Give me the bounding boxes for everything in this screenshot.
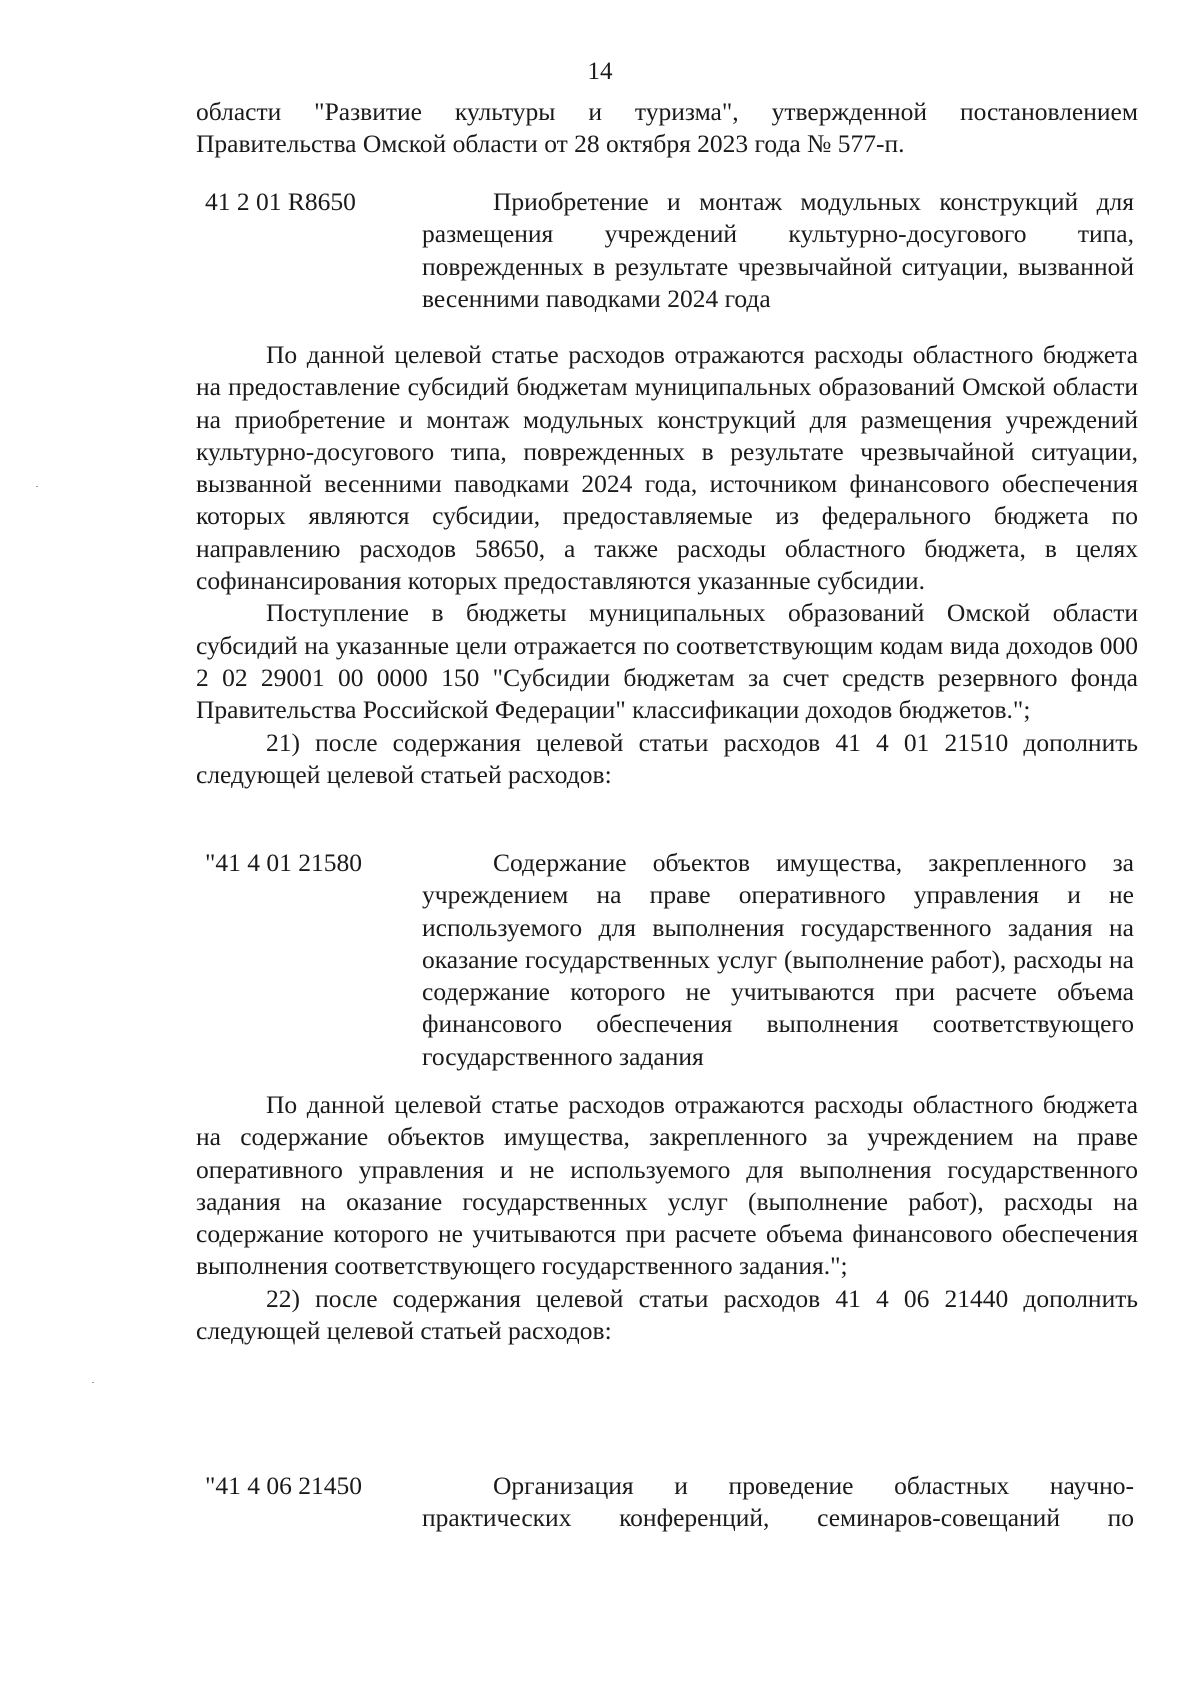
budget-code: "41 4 06 21450 xyxy=(205,1471,363,1500)
paragraph: Поступление в бюджеты муниципальных образований Омской области субсидий на указанные цели отражается по соответствующим кодам вида доходов 000 2 02 29001 00 0000 150 "Субсидии бюджетам за счет средств резервного фонда Правительства Российской Федерации" классификации доходов бюджетов."; xyxy=(196,598,1138,725)
budget-code: 41 2 01 R8650 xyxy=(205,187,356,216)
amendment-item-22: 22) после содержания целевой статьи расходов 41 4 06 21440 дополнить следующей целевой статьей расходов: xyxy=(196,1283,1138,1346)
body-text-block-1 xyxy=(196,339,1138,791)
body-text-block-2 xyxy=(196,1089,1138,1347)
budget-entry-title: Организация и проведение областных научно-практических конференций, семинаров-совещаний по xyxy=(422,1471,1134,1533)
scan-speck xyxy=(92,1382,94,1383)
paragraph: По данной целевой статье расходов отражаются расходы областного бюджета на содержание объектов имущества, закрепленного за учреждением на праве оперативного управления и не используемого для выполнения государственного задания на оказание государственных услуг (выполнение работ), расходы на содержание которого не учитываются при расчете объема финансового обеспечения выполнения соответствующего государственного задания."; xyxy=(196,1090,1138,1281)
budget-entry-title: Содержание объектов имущества, закрепленного за учреждением на праве оперативного управления и не используемого для выполнения государственного задания на оказание государственных услуг (выполнение работ), расходы на содержание которого не учитываются при расчете объема финансового обеспечения выполнения соответствующего государственного задания xyxy=(422,848,1134,1071)
budget-entry-title: Приобретение и монтаж модульных конструкций для размещения учреждений культурно-досугового типа, поврежденных в результате чрезвычайной ситуации, вызванной весенними паводками 2024 года xyxy=(422,187,1134,313)
intro-paragraph-block xyxy=(196,96,1138,161)
paragraph: По данной целевой статье расходов отражаются расходы областного бюджета на предоставление субсидий бюджетам муниципальных образований Омской области на приобретение и монтаж модульных конструкций для размещения учреждений культурно-досугового типа, поврежденных в результате чрезвычайной ситуации, вызванной весенними паводками 2024 года, источником финансового обеспечения которых являются субсидии, предоставляемые из федерального бюджета по направлению расходов 58650, а также расходы областного бюджета, в целях софинансирования которых предоставляются указанные субсидии. xyxy=(196,340,1138,596)
amendment-item-21: 21) после содержания целевой статьи расходов 41 4 01 21510 дополнить следующей целевой статьей расходов: xyxy=(196,727,1138,789)
page-number: 14 xyxy=(587,58,613,85)
scan-speck xyxy=(36,486,38,487)
budget-code: "41 4 01 21580 xyxy=(205,848,363,877)
intro-paragraph: области "Развитие культуры и туризма", утвержденной постановлением Правительства Омской области от 28 октября 2023 года № 577-п. xyxy=(196,97,1138,159)
